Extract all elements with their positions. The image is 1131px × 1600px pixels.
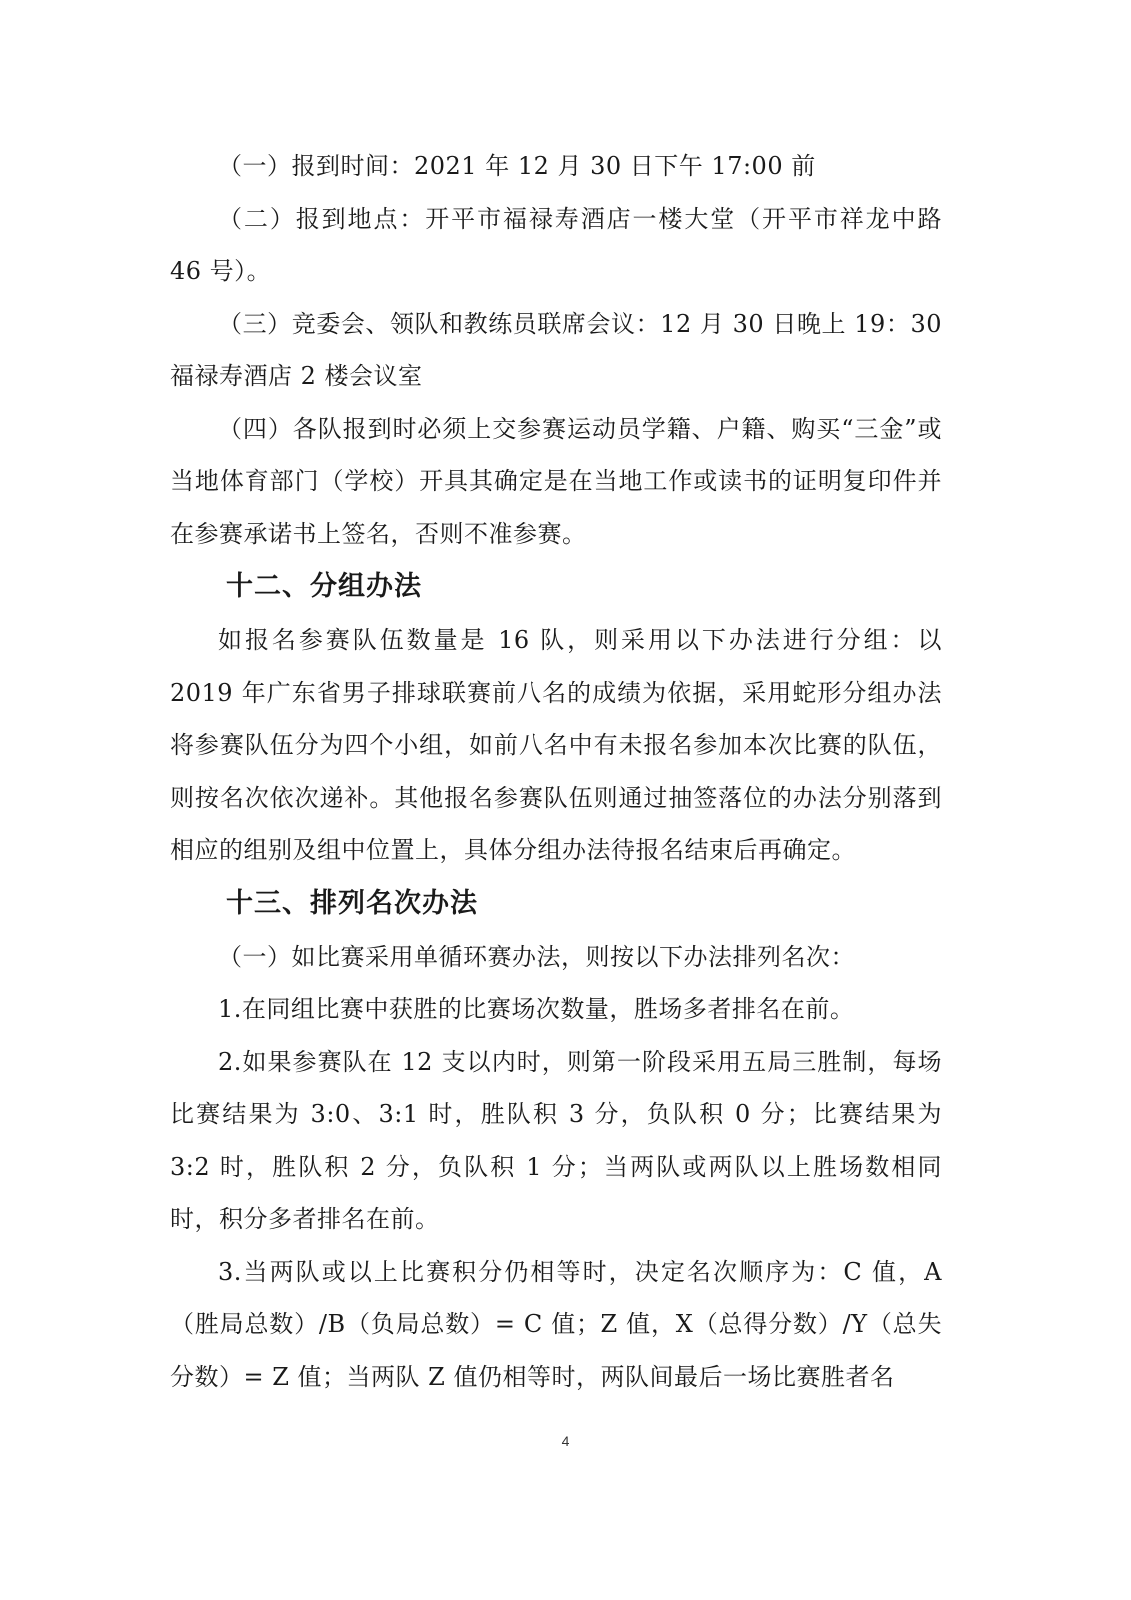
document-body [170,140,942,1403]
paragraph-joint-meeting: （三）竞委会、领队和教练员联席会议：12 月 30 日晚上 19：30 福禄寿酒店 2 楼会议室 [170,309,942,390]
paragraph-registration-time: （一）报到时间：2021 年 12 月 30 日下午 17:00 前 [218,152,816,180]
page-number: 4 [561,1433,570,1449]
paragraph-ranking-rule-3: 3.当两队或以上比赛积分仍相等时，决定名次顺序为：C 值，A（胜局总数）/B（负局总数）= C 值；Z 值，X（总得分数）/Y（总失分数）= Z 值；当两队 Z 值仍相等时，两队间最后一场比赛胜者名 [170,1257,942,1391]
paragraph-ranking-rule-1: 1.在同组比赛中获胜的比赛场次数量，胜场多者排名在前。 [218,995,855,1023]
section-heading-ranking: 十三、排列名次办法 [226,887,478,919]
paragraph-ranking-rule-2: 2.如果参赛队在 12 支以内时，则第一阶段采用五局三胜制，每场比赛结果为 3:0、3:1 时，胜队积 3 分，负队积 0 分；比赛结果为 3:2 时，胜队积 2 分，负队积 1 分；当两队或两队以上胜场数相同时，积分多者排名在前。 [170,1047,942,1233]
section-heading-grouping: 十二、分组办法 [226,571,422,602]
paragraph-grouping-method: 如报名参赛队伍数量是 16 队，则采用以下办法进行分组：以 2019 年广东省男子排球联赛前八名的成绩为依据，采用蛇形分组办法将参赛队伍分为四个小组，如前八名中有未报名参加本次比赛的队伍，则按名次依次递补。其他报名参赛队伍则通过抽签落位的办法分别落到相应的组别及组中位置上，具体分组办法待报名结束后再确定。 [170,626,942,864]
paragraph-document-requirements: （四）各队报到时必须上交参赛运动员学籍、户籍、购买“三金”或当地体育部门（学校）开具其确定是在当地工作或读书的证明复印件并在参赛承诺书上签名，否则不准参赛。 [170,414,942,548]
paragraph-registration-place: （二）报到地点：开平市福禄寿酒店一楼大堂（开平市祥龙中路 46 号）。 [170,204,942,285]
paragraph-ranking-intro: （一）如比赛采用单循环赛办法，则按以下办法排列名次： [218,942,855,971]
